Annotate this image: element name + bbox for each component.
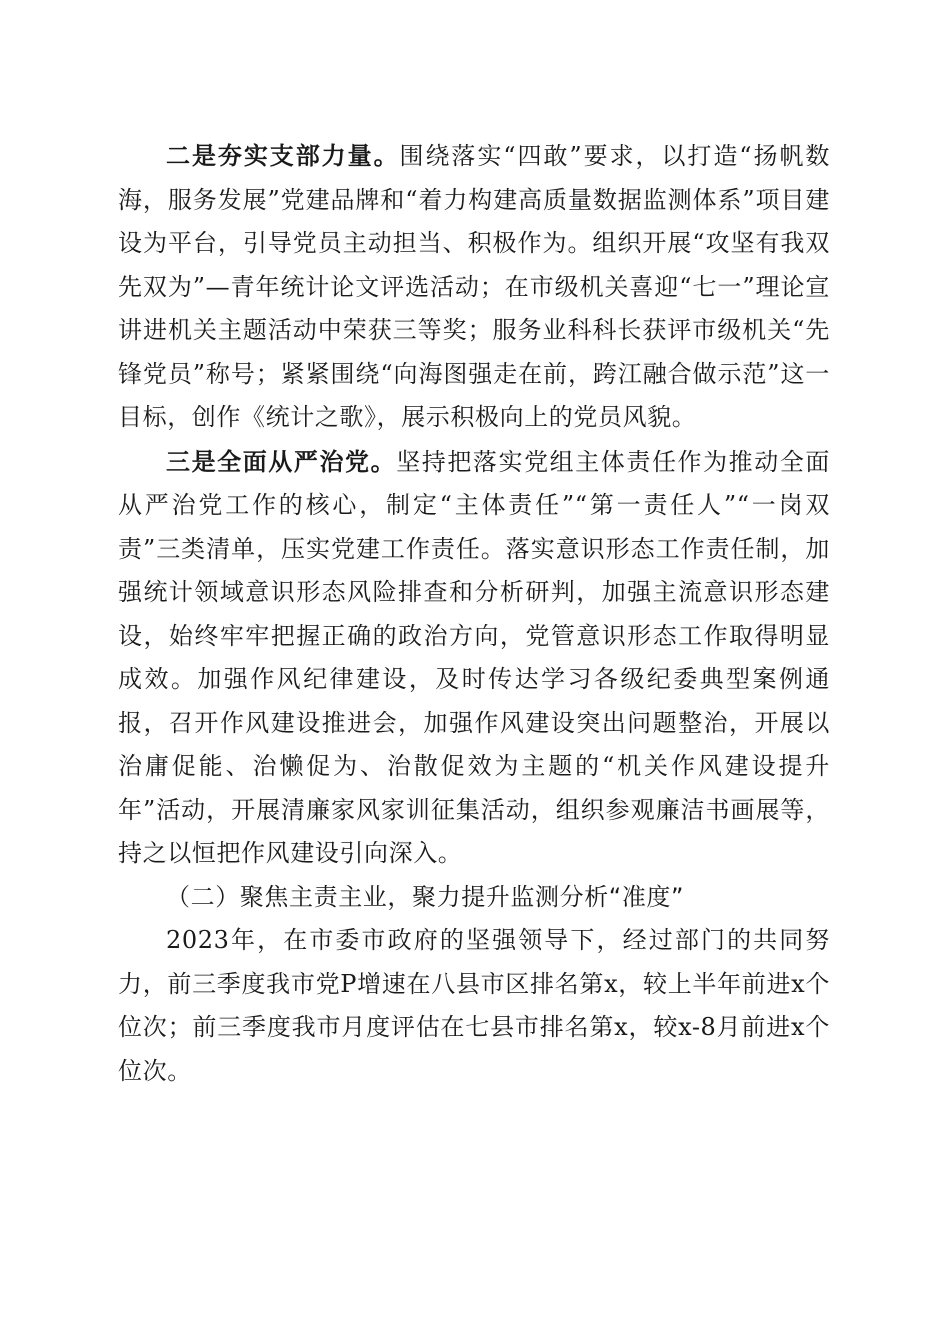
- paragraph-strict-governance: [118, 440, 830, 876]
- paragraph-text: 围绕落实“四敢”要求，以打造“扬帆数海，服务发展”党建品牌和“着力构建高质量数据监测体系”项目建设为平台，引导党员主动担当、积极作为。组织开展“攻坚有我双先双为”—青年统计论文评选活动；在市级机关喜迎“七一”理论宣讲进机关主题活动中荣获三等奖；服务业科科长获评市级机关“先锋党员”称号；紧紧围绕“向海图强走在前，跨江融合做示范”这一目标，创作《统计之歌》，展示积极向上的党员风貌。: [118, 142, 830, 431]
- paragraph-lead: 三是全面从严治党。: [166, 446, 397, 476]
- paragraph-text: 坚持把落实党组主体责任作为推动全面从严治党工作的核心，制定“主体责任”“第一责任人”“一岗双责”三类清单，压实党建工作责任。落实意识形态工作责任制，加强统计领域意识形态风险排查和分析研判，加强主流意识形态建设，始终牢牢把握正确的政治方向，党管意识形态工作取得明显成效。加强作风纪律建设，及时传达学习各级纪委典型案例通报，召开作风建设推进会，加强作风建设突出问题整治，开展以治庸促能、治懒促为、治散促效为主题的“机关作风建设提升年”活动，开展清廉家风家训征集活动，组织参观廉洁书画展等，持之以恒把作风建设引向深入。: [118, 447, 830, 867]
- document-body: [118, 134, 830, 1093]
- paragraph-lead: 二是夯实支部力量。: [166, 141, 400, 170]
- paragraph-strengthen-branch: [118, 134, 830, 440]
- paragraph-2023-results: 2023年，在市委市政府的坚强领导下，经过部门的共同努力，前三季度我市党P增速在八县市区排名第x，较上半年前进x个位次；前三季度我市月度评估在七县市排名第x，较x-8月前进x个位次。: [118, 926, 830, 1085]
- section-heading: （二）聚焦主责主业，聚力提升监测分析“准度”: [166, 882, 685, 911]
